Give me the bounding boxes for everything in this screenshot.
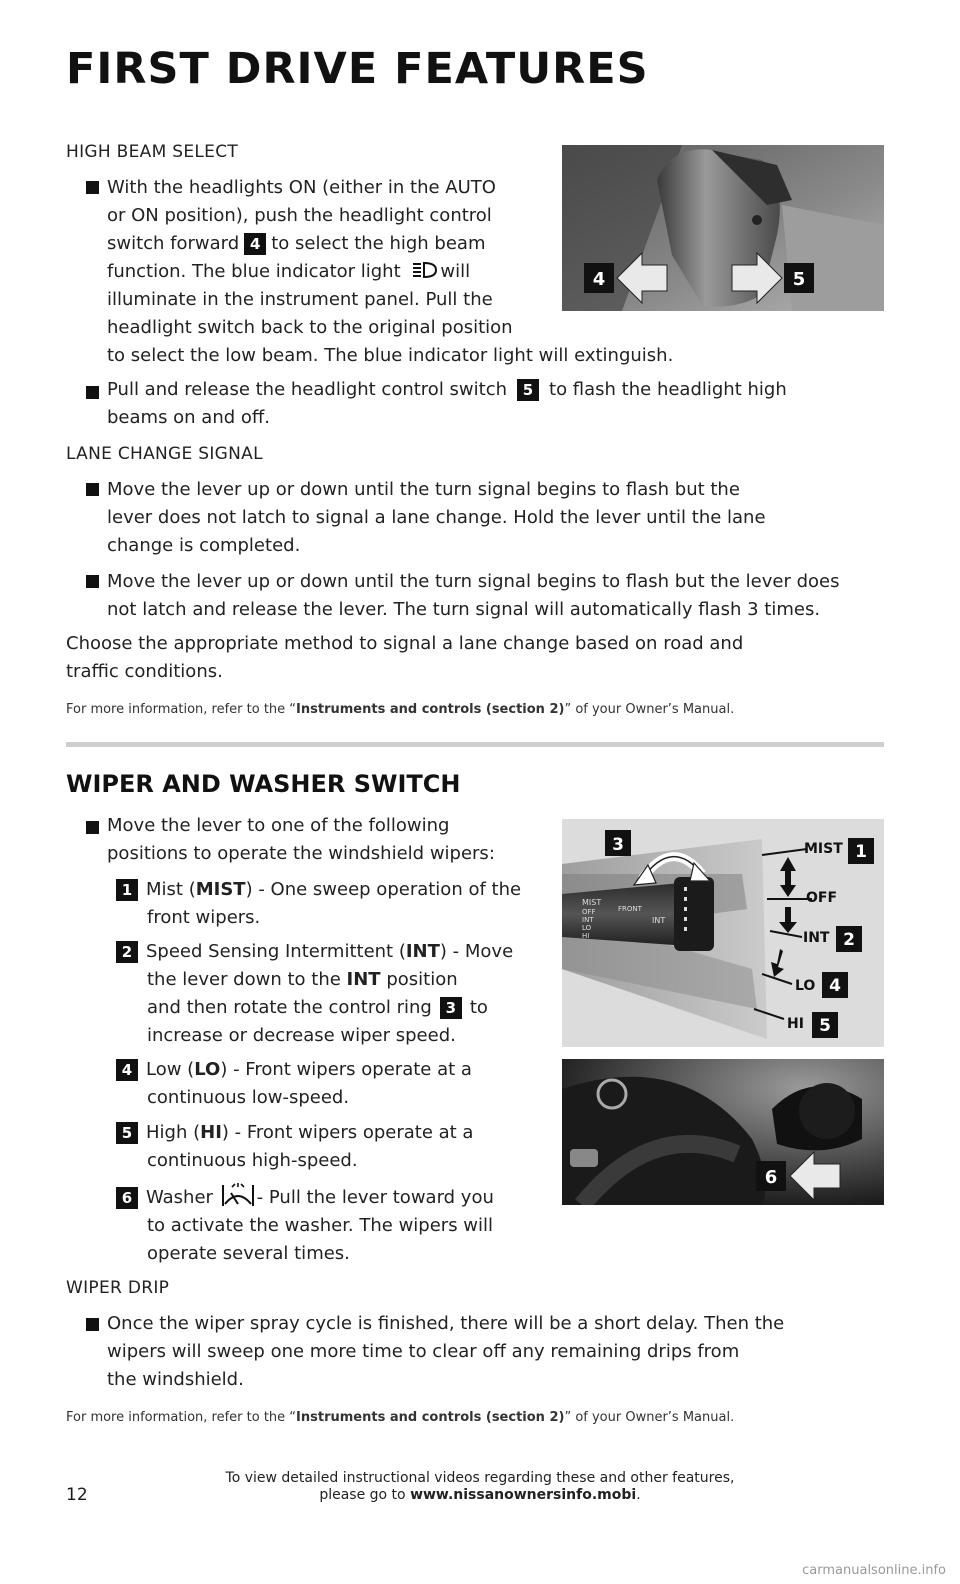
text-line: Choose the appropriate method to signal a lane change based on road and <box>66 633 744 654</box>
lane-change-bullet-1 <box>107 476 897 560</box>
text-fragment: and then rotate the control ring <box>147 997 432 1018</box>
bullet-icon <box>86 1318 99 1331</box>
text-fragment: to flash the headlight high <box>549 379 787 400</box>
wiper-item-washer <box>116 1182 556 1268</box>
text-fragment: Mist ( <box>146 879 196 900</box>
wiper-section-title: WIPER AND WASHER SWITCH <box>66 770 461 798</box>
text-line <box>0 1487 960 1504</box>
lever-mist-label: MIST <box>582 898 602 907</box>
text-fragment: Low ( <box>146 1059 195 1080</box>
text-line <box>116 994 556 1022</box>
callout-badge: 6 <box>764 1167 778 1188</box>
callout-badge: 4 <box>829 976 841 996</box>
text-line: wipers will sweep one more time to clear off any remaining drips from <box>107 1341 740 1362</box>
text-fragment: Instruments and controls (section 2) <box>296 702 565 717</box>
text-line: Move the lever up or down until the turn signal begins to flash but the lever does <box>107 571 840 592</box>
bullet-icon <box>86 483 99 496</box>
text-line <box>116 876 556 904</box>
lever-lo-label: LO <box>582 924 592 932</box>
diagram-lo-label: LO <box>795 978 816 994</box>
wiper-lever-diagram <box>562 819 884 1047</box>
page-number: 12 <box>66 1485 88 1505</box>
callout-badge: 5 <box>517 379 539 401</box>
text-fragment: Instruments and controls (section 2) <box>296 1410 565 1425</box>
text-fragment: ” of your Owner’s Manual. <box>564 702 735 717</box>
callout-badge: 3 <box>612 835 624 855</box>
bullet-icon <box>86 575 99 588</box>
text-line: To view detailed instructional videos regarding these and other features, <box>225 1470 735 1486</box>
text-fragment: ) - Front wipers operate at a <box>221 1122 474 1143</box>
text-line: front wipers. <box>147 907 261 928</box>
footer-text <box>0 1470 960 1504</box>
lever-int-ring-label: INT <box>652 916 666 925</box>
text-fragment: ) - One sweep operation of the <box>245 879 522 900</box>
wiper-item-lo <box>116 1056 556 1112</box>
text-line <box>107 258 557 286</box>
washer-lever-illustration <box>562 1059 884 1205</box>
text-fragment: the lever down to the <box>147 969 341 990</box>
callout-badge: 4 <box>244 233 266 255</box>
text-line: Move the lever up or down until the turn signal begins to flash but the <box>107 479 740 500</box>
callout-badge: 3 <box>440 997 462 1019</box>
bullet-icon <box>86 386 99 399</box>
text-line: illuminate in the instrument panel. Pull the <box>107 289 493 310</box>
text-fragment: High ( <box>146 1122 201 1143</box>
wiper-item-int <box>116 938 556 1050</box>
diagram-hi-label: HI <box>787 1016 804 1032</box>
callout-badge: 1 <box>116 879 138 901</box>
reference-note <box>66 702 734 717</box>
text-fragment: will <box>440 261 471 282</box>
bullet-icon <box>86 181 99 194</box>
diagram-int-label: INT <box>803 930 830 946</box>
text-fragment: MIST <box>195 879 246 900</box>
text-fragment: HI <box>200 1122 222 1143</box>
lane-change-bullet-2 <box>107 568 907 624</box>
section-divider <box>66 742 884 747</box>
lane-change-heading: LANE CHANGE SIGNAL <box>66 444 263 464</box>
callout-badge: 2 <box>116 941 138 963</box>
wiper-item-mist <box>116 876 556 932</box>
text-line <box>116 1056 556 1084</box>
callout-badge: 6 <box>116 1187 138 1209</box>
callout-badge: 2 <box>843 930 855 950</box>
reference-note <box>66 1410 734 1425</box>
text-line: not latch and release the lever. The turn signal will automatically flash 3 times. <box>107 599 821 620</box>
text-line <box>107 230 557 258</box>
text-line: continuous low-speed. <box>147 1087 350 1108</box>
text-line: beams on and off. <box>107 407 271 428</box>
text-fragment: Pull and release the headlight control switch <box>107 379 508 400</box>
text-fragment: please go to <box>319 1487 411 1503</box>
high-beam-heading: HIGH BEAM SELECT <box>66 142 239 162</box>
wiper-intro <box>107 812 557 868</box>
text-line: With the headlights ON (either in the AUTO <box>107 177 496 198</box>
text-line: positions to operate the windshield wipers: <box>107 843 495 864</box>
text-line: the windshield. <box>107 1369 244 1390</box>
text-fragment: Speed Sensing Intermittent ( <box>146 941 406 962</box>
lane-change-paragraph <box>66 630 866 686</box>
lever-off-label: OFF <box>582 908 596 916</box>
text-line: Move the lever to one of the following <box>107 815 450 836</box>
text-fragment: to <box>469 997 488 1018</box>
text-fragment: to select the high beam <box>271 233 486 254</box>
text-fragment: For more information, refer to the “ <box>66 1410 297 1425</box>
wiper-lever-illustration <box>562 819 884 1047</box>
text-line <box>116 1182 556 1212</box>
text-line <box>116 1119 556 1147</box>
wiper-drip-heading: WIPER DRIP <box>66 1278 170 1298</box>
callout-badge: 4 <box>116 1059 138 1081</box>
page-title: FIRST DRIVE FEATURES <box>66 44 649 94</box>
text-fragment: switch forward <box>107 233 240 254</box>
text-fragment: For more information, refer to the “ <box>66 702 297 717</box>
bullet-icon <box>86 821 99 834</box>
lever-front-label: FRONT <box>618 905 642 913</box>
text-line: continuous high-speed. <box>147 1150 358 1171</box>
text-fragment: Washer <box>146 1187 213 1208</box>
footer-link[interactable]: www.nissanownersinfo.mobi <box>410 1487 637 1503</box>
text-line: operate several times. <box>147 1243 350 1264</box>
text-fragment: - Pull the lever toward you <box>256 1187 494 1208</box>
text-fragment: INT <box>346 969 381 990</box>
washer-lever-photo <box>562 1059 884 1205</box>
text-line: traffic conditions. <box>66 661 223 682</box>
washer-icon <box>221 1182 255 1208</box>
high-beam-indicator-icon <box>412 261 438 279</box>
text-fragment: . <box>636 1487 641 1503</box>
text-fragment: ” of your Owner’s Manual. <box>564 1410 735 1425</box>
callout-badge: 4 <box>592 269 606 290</box>
callout-badge: 5 <box>792 269 806 290</box>
text-fragment: ) - Move <box>439 941 514 962</box>
wiper-drip-bullet <box>107 1310 897 1394</box>
lever-int-label: INT <box>582 916 594 924</box>
text-fragment: ) - Front wipers operate at a <box>220 1059 472 1080</box>
text-line: to select the low beam. The blue indicator light will extinguish. <box>107 345 674 366</box>
text-line <box>116 966 556 994</box>
text-line: change is completed. <box>107 535 301 556</box>
lever-hi-label: HI <box>582 932 590 940</box>
high-beam-bullet-1 <box>107 174 557 342</box>
diagram-off-label: OFF <box>806 890 838 906</box>
watermark: carmanualsonline.info <box>802 1563 946 1578</box>
text-line: headlight switch back to the original position <box>107 317 513 338</box>
callout-badge: 5 <box>819 1016 831 1036</box>
wiper-item-hi <box>116 1119 556 1175</box>
text-fragment: LO <box>194 1059 221 1080</box>
text-line: or ON position), push the headlight control <box>107 205 492 226</box>
text-line: lever does not latch to signal a lane change. Hold the lever until the lane <box>107 507 766 528</box>
callout-badge: 5 <box>116 1122 138 1144</box>
callout-badge: 1 <box>855 842 867 862</box>
high-beam-bullet-2 <box>107 376 897 432</box>
text-fragment: function. The blue indicator light <box>107 261 401 282</box>
text-fragment: INT <box>405 941 440 962</box>
text-line <box>116 938 556 966</box>
text-line: increase or decrease wiper speed. <box>147 1025 456 1046</box>
headlight-switch-photo <box>562 145 884 311</box>
text-line: Once the wiper spray cycle is finished, there will be a short delay. Then the <box>107 1313 785 1334</box>
headlight-switch-illustration <box>562 145 884 311</box>
text-line <box>107 376 897 404</box>
text-line: to activate the washer. The wipers will <box>147 1215 494 1236</box>
diagram-mist-label: MIST <box>804 841 843 857</box>
text-fragment: position <box>386 969 458 990</box>
